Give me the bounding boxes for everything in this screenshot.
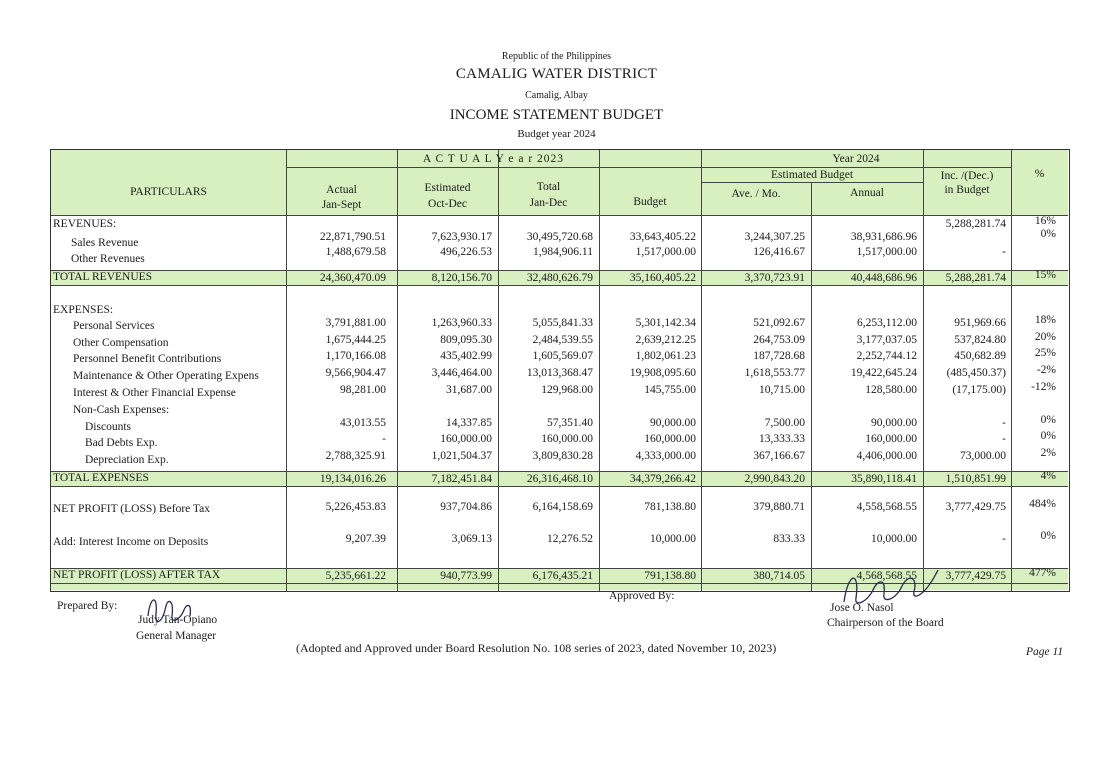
row-value: 31,687.00 [446, 384, 492, 396]
row-label: Sales Revenue [71, 237, 139, 249]
row-value: 1,170,166.08 [325, 350, 386, 362]
row-value: - [1002, 246, 1006, 258]
row-value: 1,984,906.11 [533, 246, 593, 258]
row-value: 2,990,843.20 [744, 473, 805, 485]
row-value: 13,333.33 [759, 433, 805, 445]
row-value: 5,288,281.74 [945, 218, 1006, 230]
row-value: 6,176,435.21 [532, 570, 593, 582]
row-value: 4,333,000.00 [635, 450, 696, 462]
row-value: 2,252,744.12 [856, 350, 917, 362]
row-label: Bad Debts Exp. [85, 437, 158, 449]
row-value: 5,235,661.22 [325, 570, 386, 582]
row-value: 22,871,790.51 [319, 231, 386, 243]
approver-title: Chairperson of the Board [827, 617, 944, 629]
row-value: 14,337.85 [446, 417, 492, 429]
row-value: 90,000.00 [871, 417, 917, 429]
row-label: Interest & Other Financial Expense [73, 387, 236, 399]
col-inc-1: Inc. /(Dec.) [940, 170, 994, 182]
row-value: 833.33 [773, 533, 805, 545]
row-value: 1,605,569.07 [532, 350, 593, 362]
row-label: Personal Services [73, 320, 155, 332]
row-value: 19,134,016.26 [319, 473, 386, 485]
row-percent: 16% [1034, 215, 1056, 227]
row-label: NET PROFIT (LOSS) Before Tax [53, 503, 210, 515]
row-value: 35,890,118.41 [851, 473, 917, 485]
row-value: 6,253,112.00 [857, 317, 917, 329]
row-value: 809,095.30 [440, 334, 492, 346]
row-value: 2,639,212.25 [635, 334, 696, 346]
row-value: 5,055,841.33 [532, 317, 593, 329]
row-value: 7,500.00 [764, 417, 805, 429]
col-total-2: Jan-Dec [529, 197, 568, 209]
row-value: 1,802,061.23 [635, 350, 696, 362]
row-value: 12,276.52 [547, 533, 593, 545]
row-value: 128,580.00 [865, 384, 917, 396]
row-value: 5,301,142.34 [635, 317, 696, 329]
row-value: 367,166.67 [753, 450, 805, 462]
row-value: 30,495,720.68 [526, 231, 593, 243]
row-value: 73,000.00 [960, 450, 1006, 462]
row-value: 35,160,405.22 [629, 272, 696, 284]
col-actual-year: A C T U A L Y e a r 2023 [422, 153, 565, 165]
approver-signature [838, 562, 948, 622]
row-value: 160,000.00 [644, 433, 696, 445]
row-percent: -12% [1031, 381, 1056, 393]
row-value: 33,643,405.22 [629, 231, 696, 243]
row-label: EXPENSES: [53, 304, 114, 316]
row-label: TOTAL EXPENSES [53, 472, 149, 484]
row-value: 435,402.99 [440, 350, 492, 362]
row-value: (17,175.00) [952, 384, 1006, 396]
row-value: 450,682.89 [954, 350, 1006, 362]
republic-line: Republic of the Philippines [501, 51, 612, 62]
row-value: 5,226,453.83 [325, 501, 386, 513]
row-label: Maintenance & Other Operating Expens [73, 370, 259, 382]
row-value: 34,379,266.42 [629, 473, 696, 485]
row-value: 26,316,468.10 [526, 473, 593, 485]
col-budget: Budget [633, 196, 667, 208]
row-percent: 4% [1040, 470, 1056, 482]
row-value: 496,226.53 [440, 246, 492, 258]
row-value: 5,288,281.74 [945, 272, 1006, 284]
row-value: 38,931,686.96 [850, 231, 917, 243]
row-label: Other Compensation [73, 337, 169, 349]
row-label: Non-Cash Expenses: [73, 404, 170, 416]
row-value: 3,069.13 [451, 533, 492, 545]
row-value: - [1002, 417, 1006, 429]
row-value: 3,777,429.75 [945, 570, 1006, 582]
row-value: 6,164,158.69 [532, 501, 593, 513]
col-particulars: PARTICULARS [130, 186, 207, 198]
row-percent: 0% [1040, 430, 1056, 442]
row-percent: 2% [1040, 447, 1056, 459]
row-label: Discounts [85, 421, 131, 433]
row-value: 32,480,626.79 [526, 272, 593, 284]
row-value: 791,138.80 [644, 570, 696, 582]
row-value: 951,969.66 [954, 317, 1006, 329]
row-value: 145,755.00 [644, 384, 696, 396]
row-value: 4,568,568.55 [856, 570, 917, 582]
row-value: 3,791,881.00 [325, 317, 386, 329]
row-percent: 18% [1034, 314, 1056, 326]
row-value: 3,809,830.28 [532, 450, 593, 462]
row-value: 10,000.00 [650, 533, 696, 545]
row-value: 521,092.67 [753, 317, 805, 329]
row-value: 3,777,429.75 [945, 501, 1006, 513]
row-value: 3,244,307.25 [744, 231, 805, 243]
row-percent: 0% [1040, 414, 1056, 426]
approved-by-label: Approved By: [609, 590, 675, 602]
col-year-2024: Year 2024 [832, 153, 880, 165]
report-title: INCOME STATEMENT BUDGET [449, 107, 664, 123]
row-value: 19,908,095.60 [629, 367, 696, 379]
row-value: 264,753.09 [753, 334, 805, 346]
row-value: 2,484,539.55 [532, 334, 593, 346]
row-value: 4,558,568.55 [856, 501, 917, 513]
row-percent: 0% [1040, 530, 1056, 542]
col-total-1: Total [536, 181, 561, 193]
row-value: 7,182,451.84 [431, 473, 492, 485]
row-value: - [1002, 433, 1006, 445]
row-label: Add: Interest Income on Deposits [53, 536, 209, 548]
row-value: 9,207.39 [345, 533, 386, 545]
row-value: 7,623,930.17 [431, 231, 492, 243]
prepared-by-label: Prepared By: [57, 600, 118, 612]
row-value: 10,715.00 [759, 384, 805, 396]
row-label: Depreciation Exp. [85, 454, 169, 466]
preparer-title: General Manager [136, 630, 217, 642]
row-value: 3,370,723.91 [744, 272, 805, 284]
row-value: (485,450.37) [946, 367, 1006, 379]
organization-name: CAMALIG WATER DISTRICT [455, 66, 658, 82]
row-percent: 0% [1040, 228, 1056, 240]
row-value: 1,021,504.37 [431, 450, 492, 462]
row-percent: 25% [1034, 347, 1056, 359]
row-value: 781,138.80 [644, 501, 696, 513]
row-value: 1,510,851.99 [945, 473, 1006, 485]
col-annual: Annual [850, 187, 884, 199]
row-label: NET PROFIT (LOSS) AFTER TAX [53, 569, 221, 581]
row-label: Other Revenues [71, 253, 145, 265]
row-percent: 484% [1029, 498, 1056, 510]
col-actual-2: Jan-Sept [321, 199, 362, 211]
col-pct: % [1034, 168, 1045, 180]
row-value: 9,566,904.47 [325, 367, 386, 379]
col-actual-1: Actual [326, 184, 357, 196]
row-percent: 20% [1034, 331, 1056, 343]
row-value: - [382, 433, 386, 445]
row-value: 19,422,645.24 [850, 367, 917, 379]
row-value: 3,177,037.05 [856, 334, 917, 346]
row-value: 160,000.00 [865, 433, 917, 445]
row-label: Personnel Benefit Contributions [73, 353, 222, 365]
row-value: 57,351.40 [547, 417, 593, 429]
row-value: 1,618,553.77 [744, 367, 805, 379]
row-value: 160,000.00 [440, 433, 492, 445]
row-value: 40,448,686.96 [850, 272, 917, 284]
row-value: - [1002, 533, 1006, 545]
resolution-note: (Adopted and Approved under Board Resolution No. 108 series of 2023, dated November 10, 2023) [296, 641, 777, 655]
row-value: 937,704.86 [440, 501, 492, 513]
col-est-2: Oct-Dec [428, 198, 467, 210]
page-number: Page 11 [1026, 646, 1064, 658]
row-value: 126,416.67 [753, 246, 805, 258]
row-value: 1,488,679.58 [325, 246, 386, 258]
row-value: 43,013.55 [340, 417, 386, 429]
row-percent: -2% [1036, 364, 1056, 376]
col-est-budget: Estimated Budget [770, 169, 854, 181]
row-value: 98,281.00 [340, 384, 386, 396]
row-value: 129,968.00 [541, 384, 593, 396]
row-value: 8,120,156.70 [431, 272, 492, 284]
row-value: 13,013,368.47 [526, 367, 593, 379]
preparer-name: Judy Tan-Opiano [138, 614, 218, 626]
row-value: 1,517,000.00 [635, 246, 696, 258]
row-percent: 15% [1034, 269, 1056, 281]
row-value: 379,880.71 [753, 501, 805, 513]
row-value: 2,788,325.91 [325, 450, 386, 462]
col-est-1: Estimated [424, 182, 471, 194]
row-value: 1,675,444.25 [325, 334, 386, 346]
location-line: Camalig, Albay [525, 90, 588, 101]
row-value: 4,406,000.00 [856, 450, 917, 462]
row-value: 10,000.00 [871, 533, 917, 545]
row-value: 24,360,470.09 [319, 272, 386, 284]
row-value: 90,000.00 [650, 417, 696, 429]
row-value: 537,824.80 [954, 334, 1006, 346]
col-inc-2: in Budget [944, 184, 990, 196]
row-label: TOTAL REVENUES [53, 271, 153, 283]
row-value: 1,263,960.33 [431, 317, 492, 329]
row-label: REVENUES: [53, 218, 117, 230]
row-percent: 477% [1029, 567, 1056, 579]
row-value: 3,446,464.00 [431, 367, 492, 379]
row-value: 1,517,000.00 [856, 246, 917, 258]
budget-year: Budget year 2024 [517, 128, 596, 140]
col-ave-mo: Ave. / Mo. [731, 188, 781, 200]
row-value: 380,714.05 [753, 570, 805, 582]
approver-name: Jose O. Nasol [830, 602, 894, 614]
row-value: 187,728.68 [753, 350, 805, 362]
row-value: 160,000.00 [541, 433, 593, 445]
preparer-signature [140, 586, 200, 636]
income-statement-table [50, 149, 1070, 592]
row-value: 940,773.99 [440, 570, 492, 582]
